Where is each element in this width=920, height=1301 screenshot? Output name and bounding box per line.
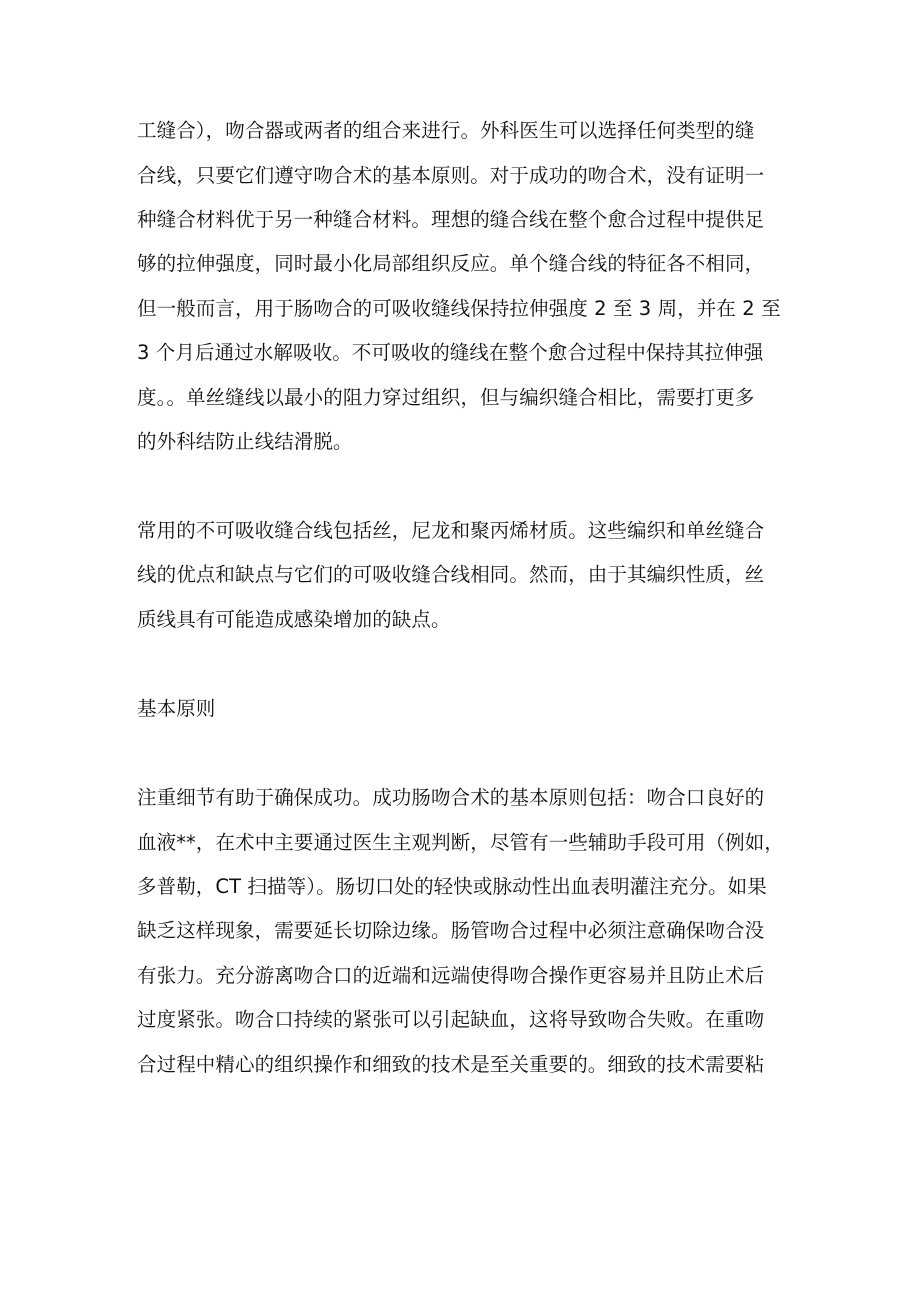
text-line: 合线，只要它们遵守吻合术的基本原则。对于成功的吻合术，没有证明一 [137, 164, 765, 187]
text-line: 种缝合材料优于另一种缝合材料。理想的缝合线在整个愈合过程中提供足 [137, 208, 765, 231]
text-line: 质线具有可能造成感染增加的缺点。 [137, 608, 451, 631]
text-line: 缺乏这样现象，需要延长切除边缘。肠管吻合过程中必须注意确保吻合没 [137, 919, 765, 942]
text-line: 多普勒，CT 扫描等）。肠切口处的轻快或脉动性出血表明灌注充分。如果 [137, 875, 767, 898]
text-line: 线的优点和缺点与它们的可吸收缝合线相同。然而，由于其编织性质，丝 [137, 563, 765, 586]
section-heading: 基本原则 [137, 697, 216, 720]
text-line: 合过程中精心的组织操作和细致的技术是至关重要的。细致的技术需要粘 [137, 1053, 765, 1076]
text-line: 但一般而言，用于肠吻合的可吸收缝线保持拉伸强度 2 至 3 周，并在 2 至 [137, 297, 781, 320]
text-line: 常用的不可吸收缝合线包括丝，尼龙和聚丙烯材质。这些编织和单丝缝合 [137, 519, 765, 542]
text-line: 血液**，在术中主要通过医生主观判断，尽管有一些辅助手段可用（例如， [137, 831, 784, 854]
text-line: 度。。单丝缝线以最小的阻力穿过组织，但与编织缝合相比，需要打更多 [137, 386, 755, 409]
text-line: 有张力。充分游离吻合口的近端和远端使得吻合操作更容易并且防止术后 [137, 964, 765, 987]
text-line: 工缝合），吻合器或两者的组合来进行。外科医生可以选择任何类型的缝 [137, 119, 755, 142]
text-line: 注重细节有助于确保成功。成功肠吻合术的基本原则包括：吻合口良好的 [137, 786, 765, 809]
text-line: 3 个月后通过水解吸收。不可吸收的缝线在整个愈合过程中保持其拉伸强 [137, 341, 764, 364]
text-line: 够的拉伸强度，同时最小化局部组织反应。单个缝合线的特征各不相同， [137, 252, 765, 275]
text-line: 过度紧张。吻合口持续的紧张可以引起缺血，这将导致吻合失败。在重吻 [137, 1008, 765, 1031]
text-line: 的外科结防止线结滑脱。 [137, 430, 353, 453]
